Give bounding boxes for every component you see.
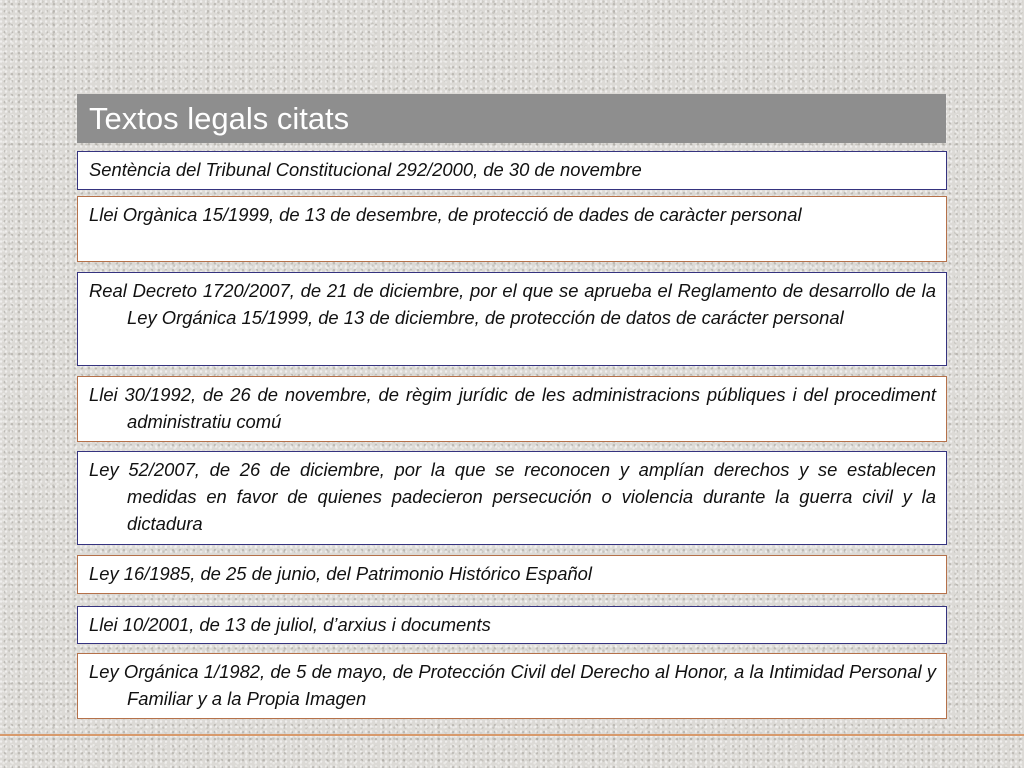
legal-text-item-2: Llei Orgànica 15/1999, de 13 de desembre, de protecció de dades de caràcter personal (77, 196, 947, 262)
legal-text-item-7: Llei 10/2001, de 13 de juliol, d’arxius i documents (77, 606, 947, 644)
legal-text-item-5: Ley 52/2007, de 26 de diciembre, por la que se reconocen y amplían derechos y se establecen medidas en favor de quienes padecieron persecución o violencia durante la guerra civil y la dictadura (77, 451, 947, 545)
legal-text-item-6: Ley 16/1985, de 25 de junio, del Patrimonio Histórico Español (77, 555, 947, 594)
legal-text-item-8: Ley Orgánica 1/1982, de 5 de mayo, de Protección Civil del Derecho al Honor, a la Intimidad Personal y Familiar y a la Propia Imagen (77, 653, 947, 719)
footer-divider (0, 734, 1024, 736)
legal-text-item-4: Llei 30/1992, de 26 de novembre, de règim jurídic de les administracions públiques i del procediment administratiu comú (77, 376, 947, 442)
legal-text-item-3: Real Decreto 1720/2007, de 21 de diciembre, por el que se aprueba el Reglamento de desarrollo de la Ley Orgánica 15/1999, de 13 de diciembre, de protección de datos de carácter personal (77, 272, 947, 366)
legal-text-item-1: Sentència del Tribunal Constitucional 292/2000, de 30 de novembre (77, 151, 947, 190)
slide-title: Textos legals citats (77, 94, 946, 143)
